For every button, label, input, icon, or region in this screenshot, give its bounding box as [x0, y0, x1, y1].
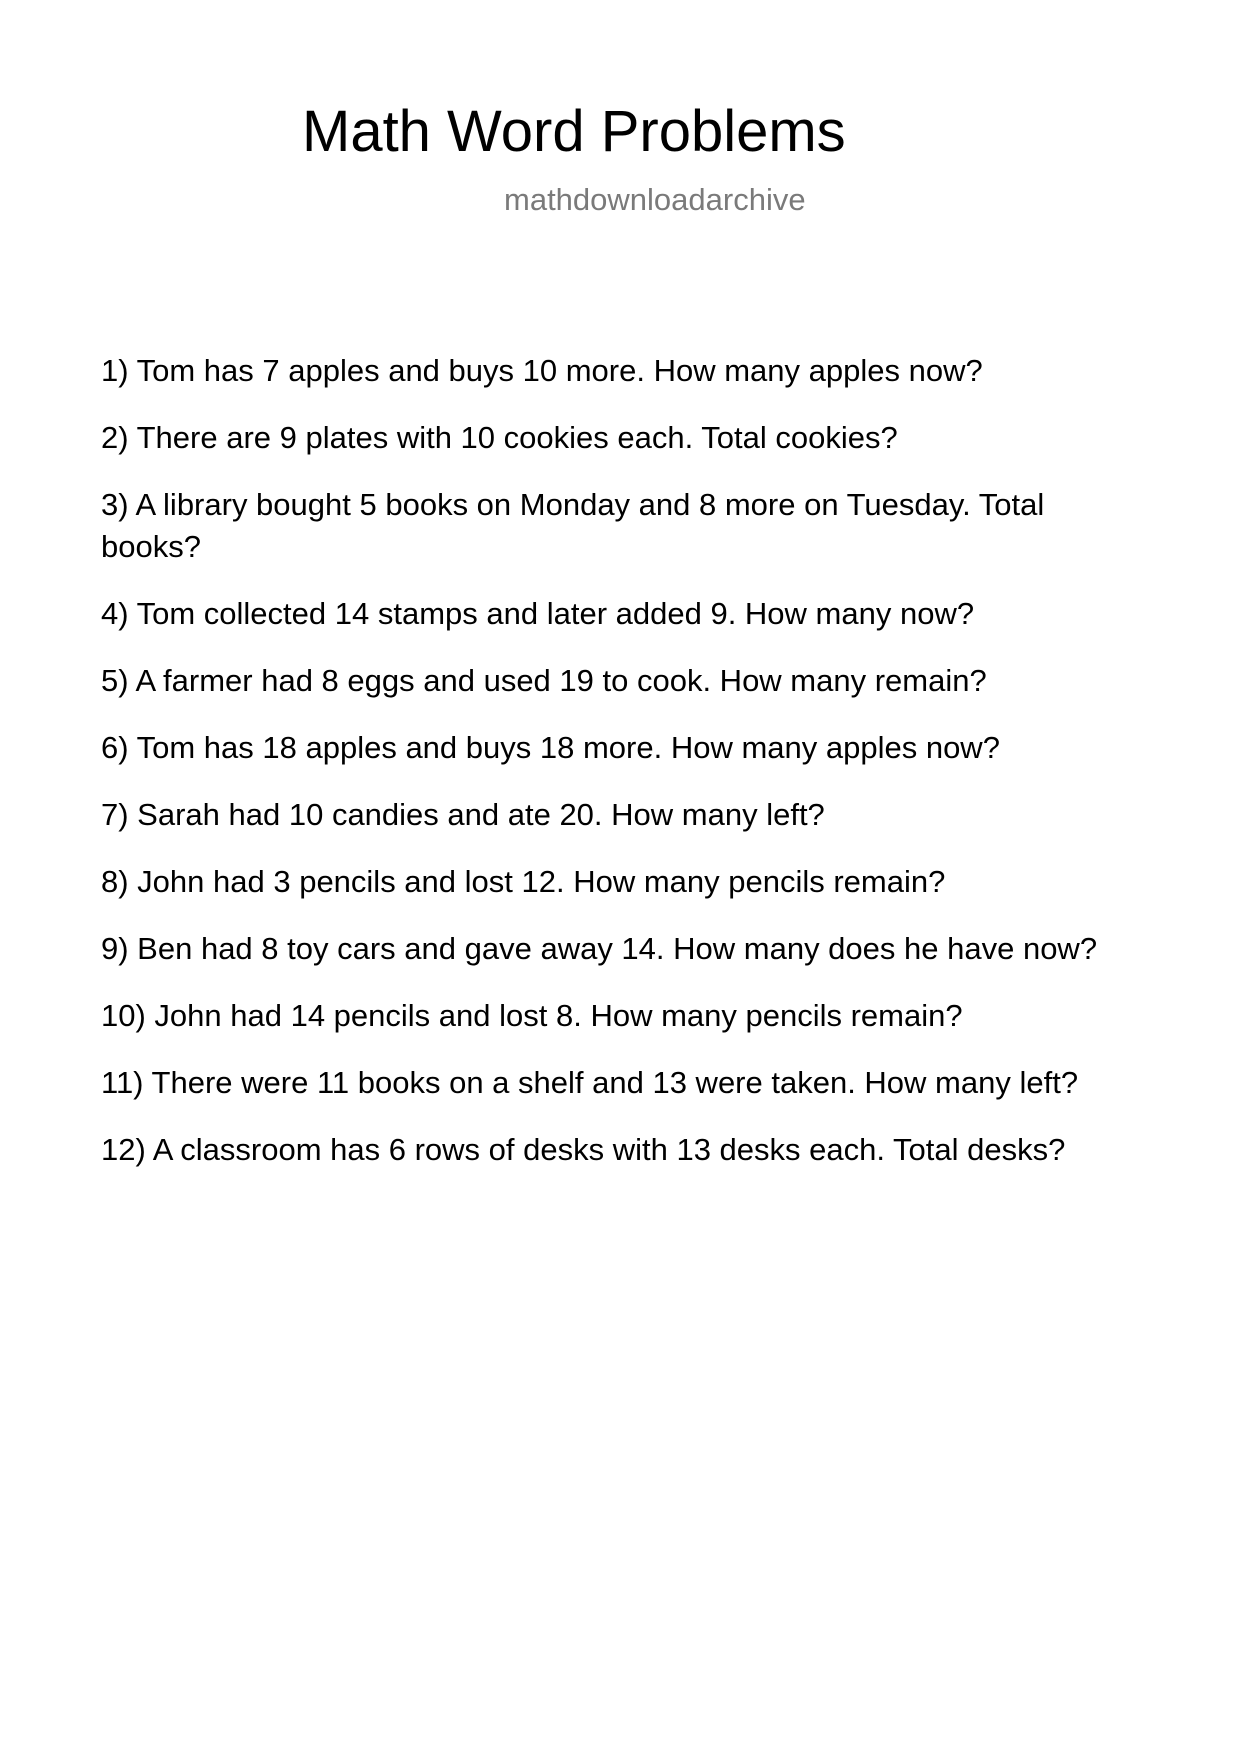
problem-item: 6) Tom has 18 apples and buys 18 more. How many apples now?	[101, 730, 1000, 765]
problem-item: 10) John had 14 pencils and lost 8. How many pencils remain?	[101, 998, 963, 1033]
problem-item: 3) A library bought 5 books on Monday and 8 more on Tuesday. Total books?	[101, 487, 1045, 564]
problem-item: 8) John had 3 pencils and lost 12. How many pencils remain?	[101, 864, 946, 899]
problem-item: 5) A farmer had 8 eggs and used 19 to cook. How many remain?	[101, 663, 987, 698]
problem-item: 11) There were 11 books on a shelf and 13 were taken. How many left?	[101, 1065, 1079, 1100]
problem-item: 7) Sarah had 10 candies and ate 20. How many left?	[101, 797, 825, 832]
problem-item: 1) Tom has 7 apples and buys 10 more. How many apples now?	[101, 353, 983, 388]
page-subtitle: mathdownloadarchive	[504, 182, 806, 217]
problem-item: 2) There are 9 plates with 10 cookies each. Total cookies?	[101, 420, 898, 455]
problem-item: 12) A classroom has 6 rows of desks with 13 desks each. Total desks?	[101, 1132, 1066, 1167]
page-title: Math Word Problems	[302, 99, 846, 164]
problem-item: 4) Tom collected 14 stamps and later added 9. How many now?	[101, 596, 975, 631]
problem-item: 9) Ben had 8 toy cars and gave away 14. How many does he have now?	[101, 931, 1098, 966]
problem-list	[101, 350, 1146, 1196]
